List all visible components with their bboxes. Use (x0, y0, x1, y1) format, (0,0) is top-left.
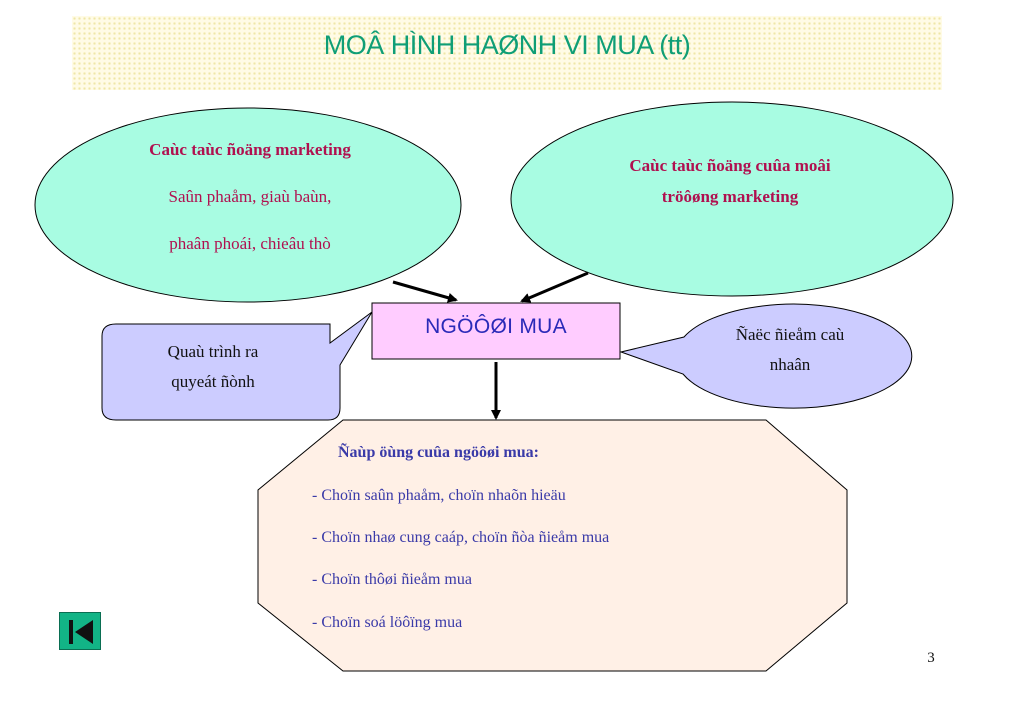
page-number: 3 (927, 650, 935, 666)
decision-process-line2: quyeát ñònh (171, 372, 255, 391)
slide-title: MOÂ HÌNH HAØNH VI MUA (tt) (323, 30, 691, 60)
buyer-response-heading: Ñaùp öùng cuûa ngöôøi mua: (338, 444, 539, 461)
environment-stimuli-line1: Caùc taùc ñoäng cuûa moâi (629, 156, 831, 175)
first-slide-button[interactable] (59, 612, 101, 650)
decision-process-callout (102, 312, 372, 420)
buyer-response-item: - Choïn saûn phaåm, choïn nhaõn hieäu (312, 487, 566, 504)
marketing-stimuli-line2: phaân phoái, chieâu thò (169, 234, 331, 253)
buyer-characteristics-line1: Ñaëc ñieåm caù (735, 325, 845, 344)
buyer-response-item: - Choïn thôøi ñieåm mua (312, 571, 472, 588)
marketing-stimuli-line1: Saûn phaåm, giaù baùn, (168, 187, 332, 206)
environment-stimuli-line2: tröôøng marketing (661, 187, 799, 206)
buyer-label: NGÖÔØI MUA (425, 315, 567, 338)
buyer-characteristics-line2: nhaân (769, 355, 811, 374)
decision-process-line1: Quaù trình ra (167, 342, 259, 361)
arrow-environment-to-buyer (522, 273, 588, 301)
marketing-stimuli-heading: Caùc taùc ñoäng marketing (149, 140, 351, 159)
arrow-marketing-to-buyer (393, 282, 456, 300)
buyer-response-item: - Choïn nhaø cung caáp, choïn ñòa ñieåm mua (312, 529, 610, 546)
buyer-response-item: - Choïn soá löôïng mua (312, 614, 463, 631)
